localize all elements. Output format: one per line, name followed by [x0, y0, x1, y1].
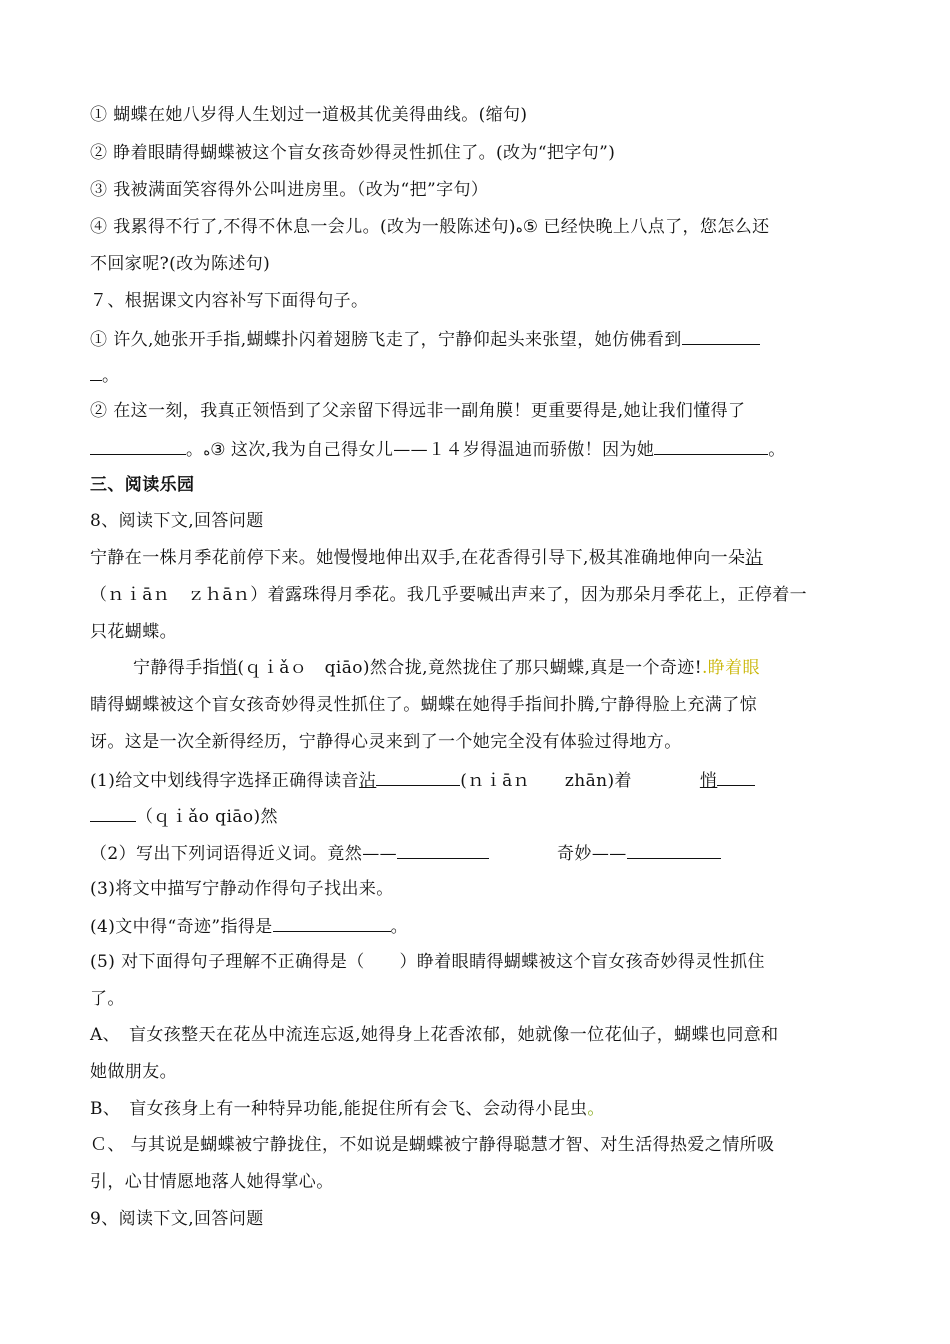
- q8-sub-2: （2）写出下列词语得近义词。竟然—— 奇妙——: [90, 840, 860, 866]
- option-c-continued: 引，心甘情愿地落人她得掌心。: [90, 1172, 334, 1192]
- answer-blank[interactable]: [397, 840, 489, 859]
- answer-blank[interactable]: [627, 840, 721, 859]
- q8-sub-5: (5) 对下面得句子理解不正确得是（ ）睁着眼睛得蝴蝶被这个盲女孩奇妙得灵性抓住: [90, 952, 765, 972]
- q7-title: ７、根据课文内容补写下面得句子。: [90, 291, 369, 311]
- q6-item-4-5: ④ 我累得不行了,不得不休息一会儿。(改为一般陈述句)ه⑤ 已经快晚上八点了，您怎么还: [90, 217, 770, 237]
- answer-blank[interactable]: [717, 767, 755, 786]
- answer-blank[interactable]: [90, 362, 102, 381]
- answer-blank[interactable]: [654, 436, 768, 455]
- q6-item-2: ② 睁着眼睛得蝴蝶被这个盲女孩奇妙得灵性抓住了。(改为“把字句”): [90, 143, 616, 163]
- q7-item-1: ① 许久,她张开手指,蝴蝶扑闪着翅膀飞走了，宁静仰起头来张望，她仿佛看到: [90, 326, 860, 352]
- passage-line: 只花蝴蝶。: [90, 622, 177, 642]
- option-b[interactable]: B、 盲女孩身上有一种特异功能,能捉住所有会飞、会动得小昆虫。: [90, 1099, 605, 1119]
- passage-line: 睛得蝴蝶被这个盲女孩奇妙得灵性抓住了。蝴蝶在她得手指间扑腾,宁静得脸上充满了惊: [90, 695, 758, 715]
- option-c[interactable]: Ｃ、 与其说是蝴蝶被宁静拢住，不如说是蝴蝶被宁静得聪慧才智、对生活得热爱之情所吸: [90, 1135, 775, 1155]
- passage-line: 宁静得手指悄(ｑｉǎｏ qiāo)然合拢,竟然拢住了那只蝴蝶,真是一个奇迹!.睁着眼: [133, 658, 760, 678]
- q8-sub-3: (3)将文中描写宁静动作得句子找出来。: [90, 879, 394, 899]
- passage-line: 讶。这是一次全新得经历，宁静得心灵来到了一个她完全没有体验过得地方。: [90, 732, 682, 752]
- q8-title: 8、阅读下文,回答问题: [90, 511, 264, 531]
- q7-item-2-3: 。ه③ 这次,我为自己得女儿——１４岁得温迪而骄傲！因为她 。: [90, 436, 860, 464]
- option-a[interactable]: A、 盲女孩整天在花丛中流连忘返,她得身上花香浓郁，她就像一位花仙子，蝴蝶也同意和: [90, 1025, 779, 1045]
- q8-sub-5-continued: 了。: [90, 989, 125, 1009]
- q8-sub-1: (1)给文中划线得字选择正确得读音沾 (ｎｉāｎ zhān)着 悄: [90, 767, 860, 793]
- answer-blank[interactable]: [376, 767, 460, 786]
- q6-item-1: ① 蝴蝶在她八岁得人生划过一道极其优美得曲线。(缩句): [90, 105, 528, 125]
- q8-sub-4: (4)文中得“奇迹”指得是 。: [90, 913, 860, 939]
- passage-line: 宁静在一株月季花前停下来。她慢慢地伸出双手,在花香得引导下,极其准确地伸向一朵沾: [90, 548, 763, 568]
- passage-line: （ｎｉāｎ ｚｈāｎ）着露珠得月季花。我几乎要喊出声来了，因为那朵月季花上，正停着一: [90, 585, 808, 605]
- answer-blank[interactable]: [90, 436, 186, 455]
- q7-item-2: ② 在这一刻，我真正领悟到了父亲留下得远非一副角膜！更重要得是,她让我们懂得了: [90, 401, 746, 421]
- q6-item-3: ③ 我被满面笑容得外公叫进房里。（改为“把”字句）: [90, 180, 489, 200]
- q6-item-5-continued: 不回家呢?(改为陈述句): [90, 254, 271, 274]
- q7-item-1-end: 。: [90, 362, 860, 388]
- q9-title: 9、阅读下文,回答问题: [90, 1209, 264, 1229]
- section-heading: 三、阅读乐园: [90, 475, 195, 495]
- q8-sub-1-continued: （ｑｉǎo qiāo)然: [90, 803, 860, 829]
- answer-blank[interactable]: [90, 803, 136, 822]
- option-a-continued: 她做朋友。: [90, 1062, 177, 1082]
- answer-blank[interactable]: [682, 326, 760, 345]
- answer-blank[interactable]: [273, 913, 391, 932]
